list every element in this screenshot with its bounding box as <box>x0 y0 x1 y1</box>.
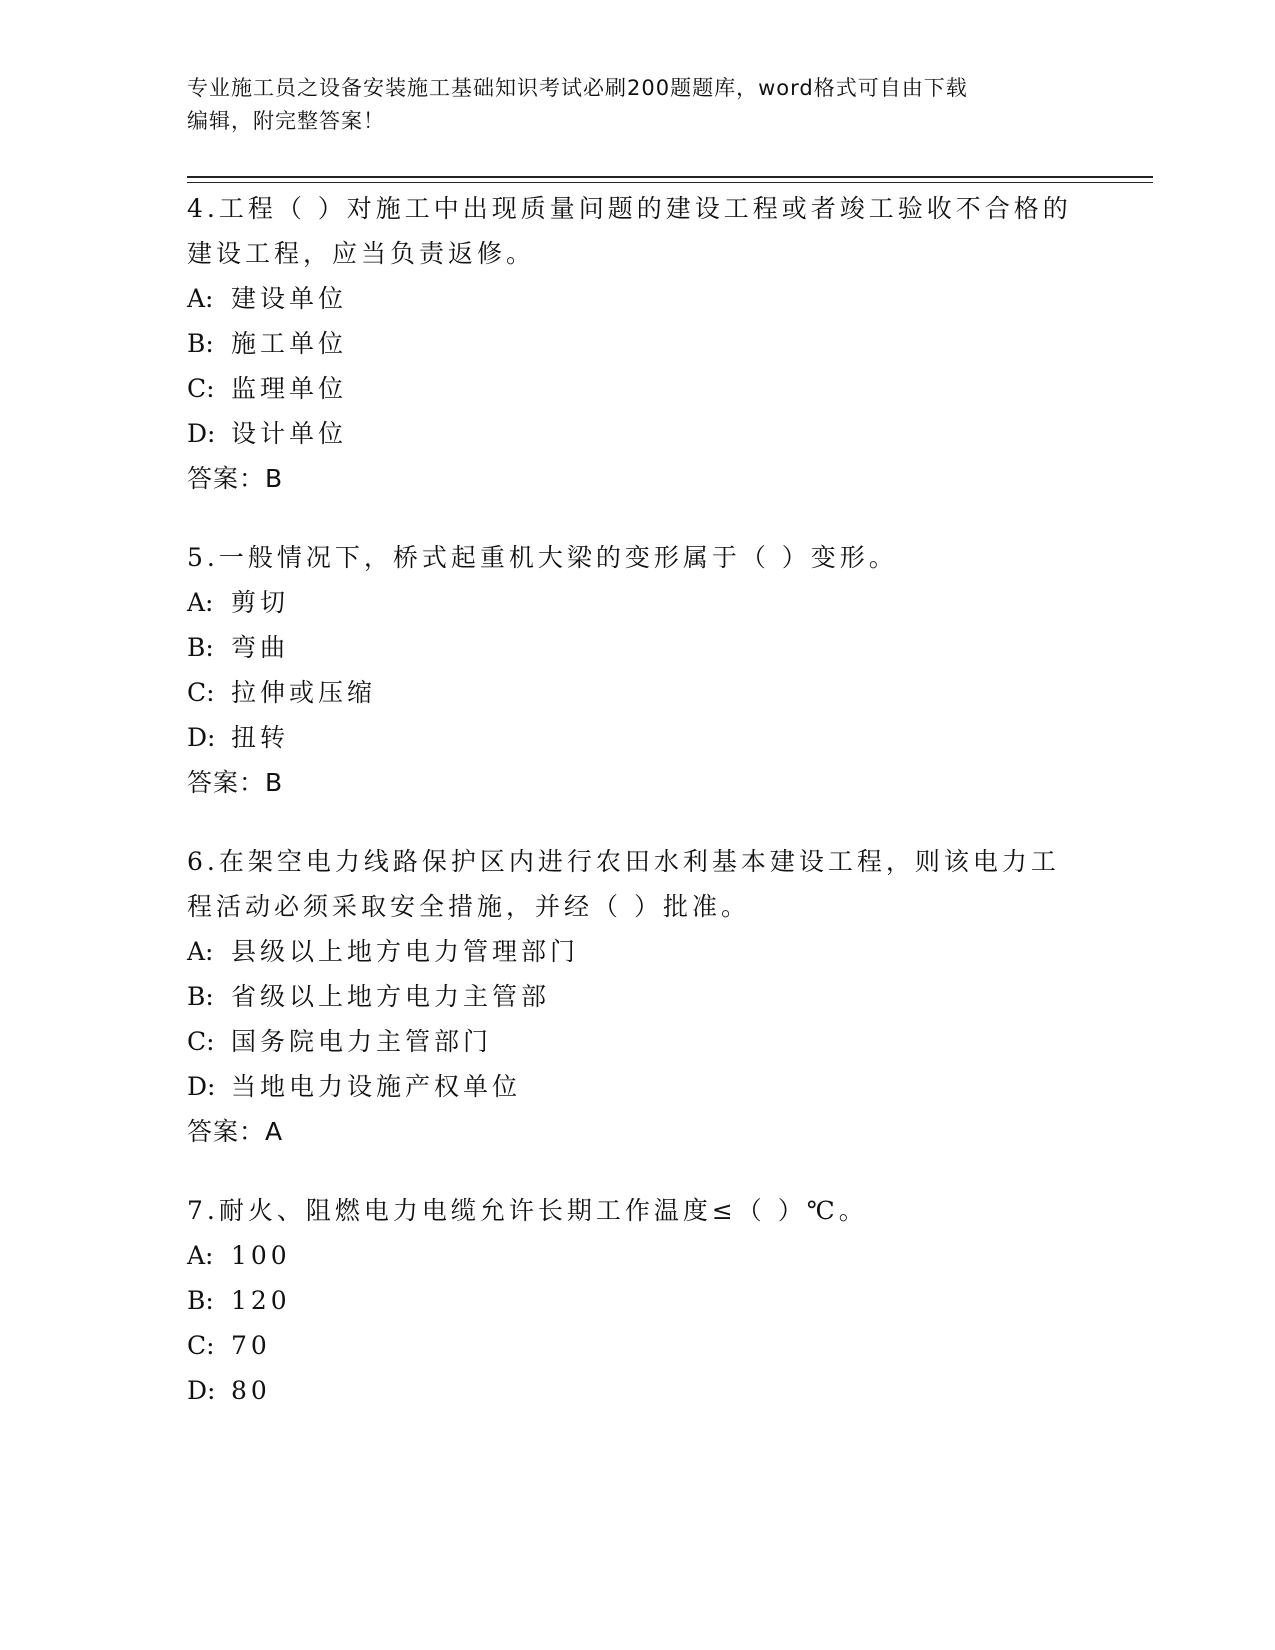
header-divider-thin <box>187 182 1153 183</box>
option-a <box>187 580 1087 625</box>
option-text: 剪切 <box>231 588 290 617</box>
header-line-2: 编辑，附完整答案！ <box>187 109 385 133</box>
header-line-1: 专业施工员之设备安装施工基础知识考试必刷200题题库，word格式可自由下载 <box>187 76 968 100</box>
question-stem-line: 5.一般情况下，桥式起重机大梁的变形属于（ ）变形。 <box>187 543 898 572</box>
option-text: 设计单位 <box>231 419 348 448</box>
option-label: A: <box>187 1241 214 1270</box>
option-c <box>187 1019 1087 1064</box>
option-b <box>187 625 1087 670</box>
option-label: A: <box>187 588 214 617</box>
option-text: 施工单位 <box>231 329 348 358</box>
answer-key: 答案：B <box>187 768 284 797</box>
option-b <box>187 974 1087 1019</box>
question-stem-line: 6.在架空电力线路保护区内进行农田水利基本建设工程，则该电力工 <box>187 847 1060 876</box>
option-c <box>187 1323 1087 1368</box>
option-b <box>187 1278 1087 1323</box>
option-label: C: <box>187 1027 215 1056</box>
question-stem <box>187 535 1087 580</box>
option-label: A: <box>187 937 214 966</box>
option-text: 120 <box>231 1286 291 1315</box>
question-5 <box>187 535 1087 805</box>
option-label: D: <box>187 723 216 752</box>
option-text: 县级以上地方电力管理部门 <box>231 937 580 966</box>
option-list <box>187 1233 1087 1413</box>
option-c <box>187 366 1087 411</box>
option-a <box>187 1233 1087 1278</box>
option-text: 国务院电力主管部门 <box>231 1027 493 1056</box>
option-text: 扭转 <box>231 723 290 752</box>
option-b <box>187 321 1087 366</box>
option-text: 建设单位 <box>231 284 348 313</box>
option-list <box>187 929 1087 1109</box>
option-label: B: <box>187 982 214 1011</box>
question-stem-line: 程活动必须采取安全措施，并经（ ）批准。 <box>187 892 750 921</box>
question-6 <box>187 839 1087 1154</box>
question-stem-line: 建设工程，应当负责返修。 <box>187 239 536 268</box>
document-header <box>187 72 1067 138</box>
option-label: B: <box>187 1286 214 1315</box>
option-label: D: <box>187 1376 216 1405</box>
option-text: 拉伸或压缩 <box>231 678 377 707</box>
option-text: 70 <box>231 1331 271 1360</box>
question-stem-line: 4.工程（ ）对施工中出现质量问题的建设工程或者竣工验收不合格的 <box>187 194 1072 223</box>
question-stem-line: 7.耐火、阻燃电力电缆允许长期工作温度≤（ ）℃。 <box>187 1196 868 1225</box>
answer-key: 答案：B <box>187 464 284 493</box>
option-text: 80 <box>231 1376 271 1405</box>
option-list <box>187 276 1087 456</box>
option-label: C: <box>187 1331 215 1360</box>
option-text: 当地电力设施产权单位 <box>231 1072 522 1101</box>
option-text: 监理单位 <box>231 374 348 403</box>
option-a <box>187 276 1087 321</box>
question-stem <box>187 839 1087 929</box>
question-4 <box>187 186 1087 501</box>
option-label: A: <box>187 284 214 313</box>
option-label: C: <box>187 678 215 707</box>
answer-key: 答案：A <box>187 1117 284 1146</box>
question-stem <box>187 1188 1087 1233</box>
question-stem <box>187 186 1087 276</box>
option-d <box>187 1064 1087 1109</box>
option-text: 100 <box>231 1241 291 1270</box>
option-label: D: <box>187 1072 216 1101</box>
option-d <box>187 715 1087 760</box>
header-divider-thick <box>187 176 1153 178</box>
option-d <box>187 411 1087 456</box>
option-label: C: <box>187 374 215 403</box>
option-text: 弯曲 <box>231 633 290 662</box>
option-list <box>187 580 1087 760</box>
option-label: D: <box>187 419 216 448</box>
option-a <box>187 929 1087 974</box>
option-d <box>187 1368 1087 1413</box>
option-label: B: <box>187 329 214 358</box>
option-label: B: <box>187 633 214 662</box>
question-list <box>187 186 1087 1447</box>
option-c <box>187 670 1087 715</box>
option-text: 省级以上地方电力主管部 <box>231 982 551 1011</box>
question-7 <box>187 1188 1087 1413</box>
